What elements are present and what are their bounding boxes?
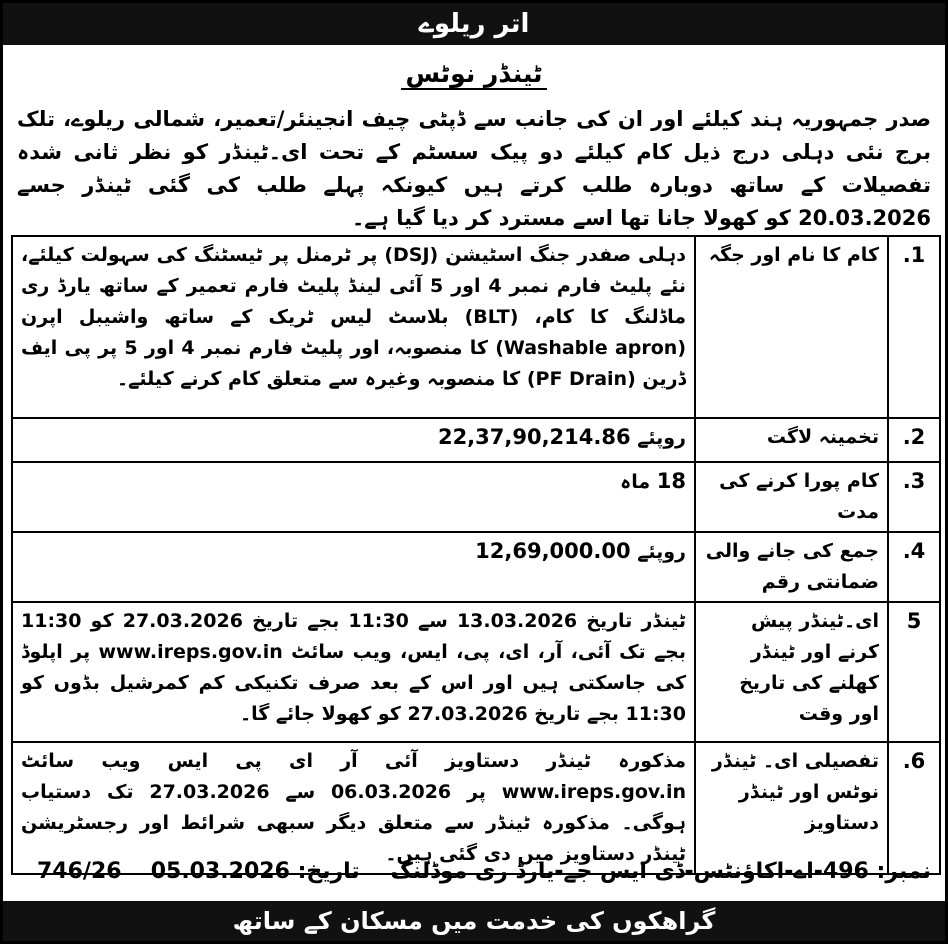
- notice-code: 746/26: [37, 859, 122, 884]
- row-number: 3.: [888, 462, 940, 532]
- row-label: ای۔ٹینڈر پیش کرنے اور ٹینڈر کھلنے کی تاریخ اور وقت: [695, 602, 888, 742]
- row-label: کام پورا کرنے کی مدت: [695, 462, 888, 532]
- table-row: [12, 602, 940, 742]
- row-number: 2.: [888, 418, 940, 462]
- duration-unit: ماہ: [620, 471, 651, 493]
- notice-footer: [17, 855, 931, 889]
- row-value-cell: [12, 532, 695, 602]
- currency-label: روپئے: [637, 427, 686, 449]
- row-number: 4.: [888, 532, 940, 602]
- row-value: ٹینڈر تاریخ 13.03.2026 سے 11:30 بجے تاریخ 27.03.2026 کو 11:30 بجے تک آئی، آر، ای، پی، ایس، ویب سائٹ www.ireps.gov.in پر اپلوڈ کی جاسکتی ہیں اور اس کے بعد صرف تکنیکی کم کمرشیل بڈوں کو 11:30 بجے تاریخ 27.03.2026 کو کھولا جائے گا۔: [12, 602, 695, 742]
- org-name: اتر ریلوے: [418, 9, 530, 39]
- row-label: تخمینہ لاگت: [695, 418, 888, 462]
- notice-title: [3, 59, 945, 88]
- row-value: مذکورہ ٹینڈر دستاویز آئی آر ای پی ایس ویب سائٹ www.ireps.gov.in پر 06.03.2026 سے 27.03.2026 تک دستیاب ہوگی۔ مذکورہ ٹینڈر سے متعلق دیگر سبھی شرائط اور رجسٹریشن ٹینڈر دستاویز میں دی گئی ہیں۔: [12, 742, 695, 874]
- notice-intro: صدر جمہوریہ ہند کیلئے اور ان کی جانب سے ڈپٹی چیف انجینئر/تعمیر، شمالی ریلوے، تلک برج نئی دہلی درج ذیل کام کیلئے دو پیک سسٹم کے تحت ای۔ٹینڈر کو نظر ثانی شدہ تفصیلات کے ساتھ دوبارہ طلب کرتے ہیں کیونکہ پہلے طلب کی گئی ٹینڈر جسے 20.03.2026 کو کھولا جانا تھا اسے مسترد کر دیا گیا ہے۔: [17, 107, 931, 230]
- duration-value: 18: [656, 469, 686, 493]
- row-value-cell: [12, 418, 695, 462]
- reference-number: نمبر: 496-اے-اکاؤنٹس-ڈی ایس جے-یارڈ ری موڈلنگ: [390, 859, 931, 884]
- earnest-money: 12,69,000.00: [475, 539, 631, 563]
- row-number: 6.: [888, 742, 940, 874]
- currency-label: روپئے: [637, 541, 686, 563]
- table-row: [12, 462, 940, 532]
- notice-title-text: ٹینڈر نوٹس: [401, 59, 546, 90]
- row-value: دہلی صفدر جنگ اسٹیشن (DSJ) پر ٹرمنل پر ٹیسٹنگ کی سہولت کیلئے، نئے پلیٹ فارم نمبر 4 اور 5 آئی لینڈ پلیٹ فارم تعمیر کے ساتھ یارڈ ری ماڈلنگ کا کام، (BLT) بلاسٹ لیس ٹریک کے ساتھ واشیبل اپرن (Washable apron) کا منصوبہ، اور پلیٹ فارم نمبر 4 اور 5 پر پی ایف ڈرین (PF Drain) کا منصوبہ وغیرہ سے متعلق کام کرنے کیلئے۔: [12, 236, 695, 418]
- estimated-cost: 22,37,90,214.86: [437, 425, 631, 449]
- row-number: 1.: [888, 236, 940, 418]
- date-label: تاریخ:: [297, 859, 360, 884]
- row-label: کام کا نام اور جگہ: [695, 236, 888, 418]
- row-label: جمع کی جانے والی ضمانتی رقم: [695, 532, 888, 602]
- slogan-bar: [3, 901, 945, 941]
- row-label: تفصیلی ای۔ ٹینڈر نوٹس اور ٹینڈر دستاویز: [695, 742, 888, 874]
- tender-details-table: [11, 235, 941, 875]
- slogan-text: گراھکوں کی خدمت میں مسکان کے ساتھ: [232, 907, 716, 935]
- table-row: [12, 236, 940, 418]
- row-number: 5: [888, 602, 940, 742]
- reference-line: [151, 855, 931, 889]
- table-row: [12, 532, 940, 602]
- notice-date: 05.03.2026: [150, 859, 290, 884]
- table-row: [12, 418, 940, 462]
- row-value-cell: [12, 462, 695, 532]
- header-bar: [3, 3, 945, 45]
